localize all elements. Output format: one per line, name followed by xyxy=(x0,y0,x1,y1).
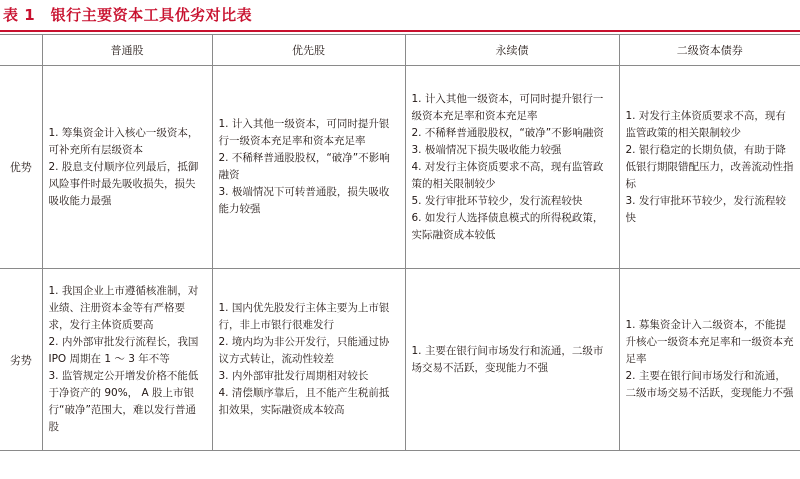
list-item: 1. 主要在银行间市场发行和流通，二级市场交易不活跃，变现能力不强 xyxy=(411,344,604,374)
list-item: 3. 发行审批环节较少，发行流程较快 xyxy=(625,194,786,224)
list-item: 5. 发行审批环节较少，发行流程较快 xyxy=(411,194,583,207)
cell-perpetual-bond-advantages xyxy=(405,66,619,269)
list-item: 1. 国内优先股发行主体主要为上市银行，非上市银行很难发行 xyxy=(218,302,390,331)
cell-preferred-stock-advantages xyxy=(212,66,405,269)
list-item: 1. 筹集资金计入核心一级资本，可补充所有层级资本 xyxy=(48,126,199,156)
list-item: 3. 极端情况下损失吸收能力较强 xyxy=(411,143,562,156)
table-title: 表 1 银行主要资本工具优劣对比表 xyxy=(3,6,253,24)
row-label-advantages: 优势 xyxy=(0,66,42,269)
table-title-bar xyxy=(0,0,800,31)
list-item: 3. 极端情况下可转普通股，损失吸收能力较强 xyxy=(218,186,390,215)
list-item: 2. 境内均为非公开发行，只能通过协议方式转让，流动性较差 xyxy=(218,336,390,365)
list-item: 3. 内外部审批发行周期相对较长 xyxy=(218,370,369,382)
header-common-stock: 普通股 xyxy=(42,35,212,66)
comparison-table xyxy=(0,34,800,451)
cell-common-stock-advantages xyxy=(42,66,212,269)
cell-perpetual-bond-disadvantages xyxy=(405,269,619,451)
table-row-disadvantages xyxy=(0,269,800,451)
list-item: 1. 计入其他一级资本，可同时提升银行一级资本充足率和资本充足率 xyxy=(411,92,604,122)
header-perpetual-bond: 永续债 xyxy=(405,35,619,66)
cell-tier2-bond-disadvantages xyxy=(619,269,800,451)
list-item: 2. 股息支付顺序位列最后，抵御风险事件时最先吸收损失，损失吸收能力最强 xyxy=(48,160,199,207)
list-item: 2. 不稀释普通股股权，“破净”不影响融资 xyxy=(411,126,604,139)
list-item: 4. 清偿顺序靠后，且不能产生税前抵扣效果，实际融资成本较高 xyxy=(218,387,390,416)
list-item: 6. 如发行人选择债息模式的所得税政策，实际融资成本较低 xyxy=(411,211,604,241)
table-row-advantages xyxy=(0,66,800,269)
header-corner xyxy=(0,35,42,66)
list-item: 2. 不稀释普通股股权，“破净”不影响融资 xyxy=(218,152,390,181)
list-item: 3. 监管规定公开增发价格不能低于净资产的 90%， A 股上市银行“破净”范围大，难以发行普通股 xyxy=(48,370,199,433)
list-item: 2. 银行稳定的长期负债，有助于降低银行期限错配压力，改善流动性指标 xyxy=(625,143,794,190)
list-item: 1. 募集资金计入二级资本，不能提升核心一级资本充足率和一级资本充足率 xyxy=(625,319,794,365)
cell-common-stock-disadvantages xyxy=(42,269,212,451)
list-item: 1. 我国企业上市遵循核准制，对业绩、注册资本金等有严格要求，发行主体资质要高 xyxy=(48,285,199,331)
row-label-disadvantages: 劣势 xyxy=(0,269,42,451)
list-item: 2. 内外部审批发行流程长，我国 IPO 周期在 1 ～ 3 年不等 xyxy=(48,336,199,365)
list-item: 1. 计入其他一级资本，可同时提升银行一级资本充足率和资本充足率 xyxy=(218,118,390,147)
header-tier2-bond: 二级资本债券 xyxy=(619,35,800,66)
title-rule xyxy=(0,30,800,32)
list-item: 2. 主要在银行间市场发行和流通，二级市场交易不活跃，变现能力不强 xyxy=(625,370,794,399)
list-item: 1. 对发行主体资质要求不高，现有监管政策的相关限制较少 xyxy=(625,109,786,139)
list-item: 4. 对发行主体资质要求不高，现有监管政策的相关限制较少 xyxy=(411,160,604,190)
header-preferred-stock: 优先股 xyxy=(212,35,405,66)
cell-preferred-stock-disadvantages xyxy=(212,269,405,451)
header-row xyxy=(0,35,800,66)
cell-tier2-bond-advantages xyxy=(619,66,800,269)
